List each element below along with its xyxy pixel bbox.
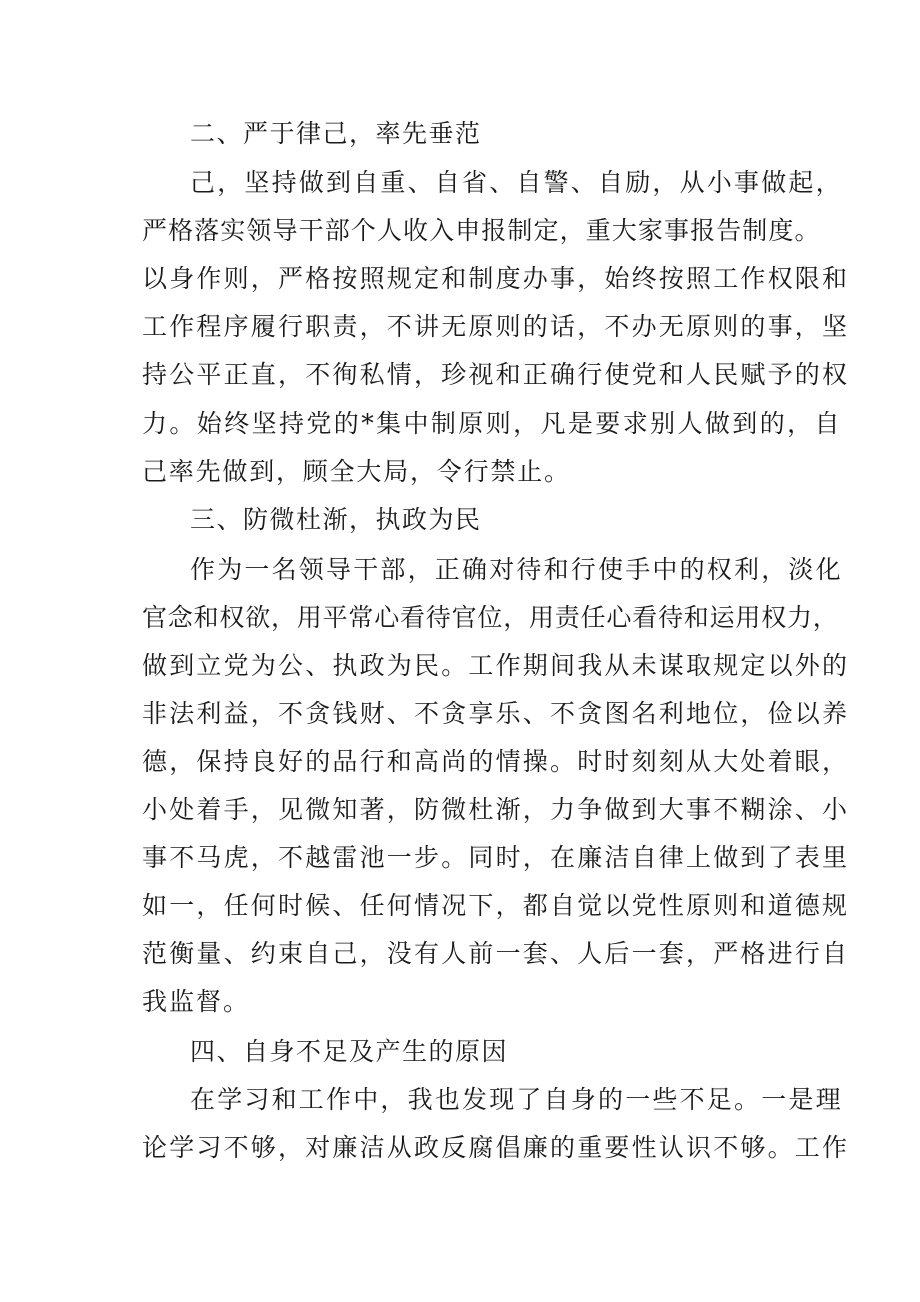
paragraph-line: 小处着手，见微知著，防微杜渐，力争做到大事不糊涂、小: [142, 795, 850, 824]
paragraph-line: 非法利益，不贪钱财、不贪享乐、不贪图名利地位，俭以养: [142, 699, 850, 728]
paragraph-line: 我监督。: [142, 987, 251, 1016]
paragraph-line: 官念和权欲，用平常心看待官位，用责任心看待和运用权力，: [142, 603, 839, 632]
paragraph-line: 力。始终坚持党的*集中制原则，凡是要求别人做到的，自: [142, 409, 842, 438]
paragraph-line: 己率先做到，顾全大局，令行禁止。: [142, 457, 571, 486]
paragraph-line: 范衡量、约束自己，没有人前一套、人后一套，严格进行自: [142, 939, 850, 968]
paragraph-line: 德，保持良好的品行和高尚的情操。时时刻刻从大处着眼，: [142, 747, 850, 776]
paragraph-line: 事不马虎，不越雷池一步。同时，在廉洁自律上做到了表里: [142, 843, 850, 872]
paragraph-line: 工作程序履行职责，不讲无原则的话，不办无原则的事，坚: [142, 312, 850, 341]
paragraph-line: 己，坚持做到自重、自省、自警、自励，从小事做起，: [190, 168, 843, 197]
paragraph-line: 如一，任何时候、任何情况下，都自觉以党性原则和道德规: [142, 891, 850, 920]
section-heading-2: 二、严于律己，率先垂范: [190, 119, 482, 148]
section-heading-4: 四、自身不足及产生的原因: [190, 1037, 509, 1066]
section-heading-3: 三、防微杜渐，执政为民: [190, 505, 482, 534]
paragraph-line: 论学习不够，对廉洁从政反腐倡廉的重要性认识不够。工作: [142, 1133, 850, 1162]
paragraph-line: 严格落实领导干部个人收入申报制定，重大家事报告制度。: [142, 216, 821, 245]
paragraph-line: 作为一名领导干部，正确对待和行使手中的权利，淡化: [190, 555, 843, 584]
paragraph-line: 以身作则，严格按照规定和制度办事，始终按照工作权限和: [142, 264, 850, 293]
paragraph-line: 在学习和工作中，我也发现了自身的一些不足。一是理: [190, 1085, 843, 1114]
paragraph-line: 持公平正直，不徇私情，珍视和正确行使党和人民赋予的权: [142, 360, 850, 389]
paragraph-line: 做到立党为公、执政为民。工作期间我从未谋取规定以外的: [142, 651, 850, 680]
